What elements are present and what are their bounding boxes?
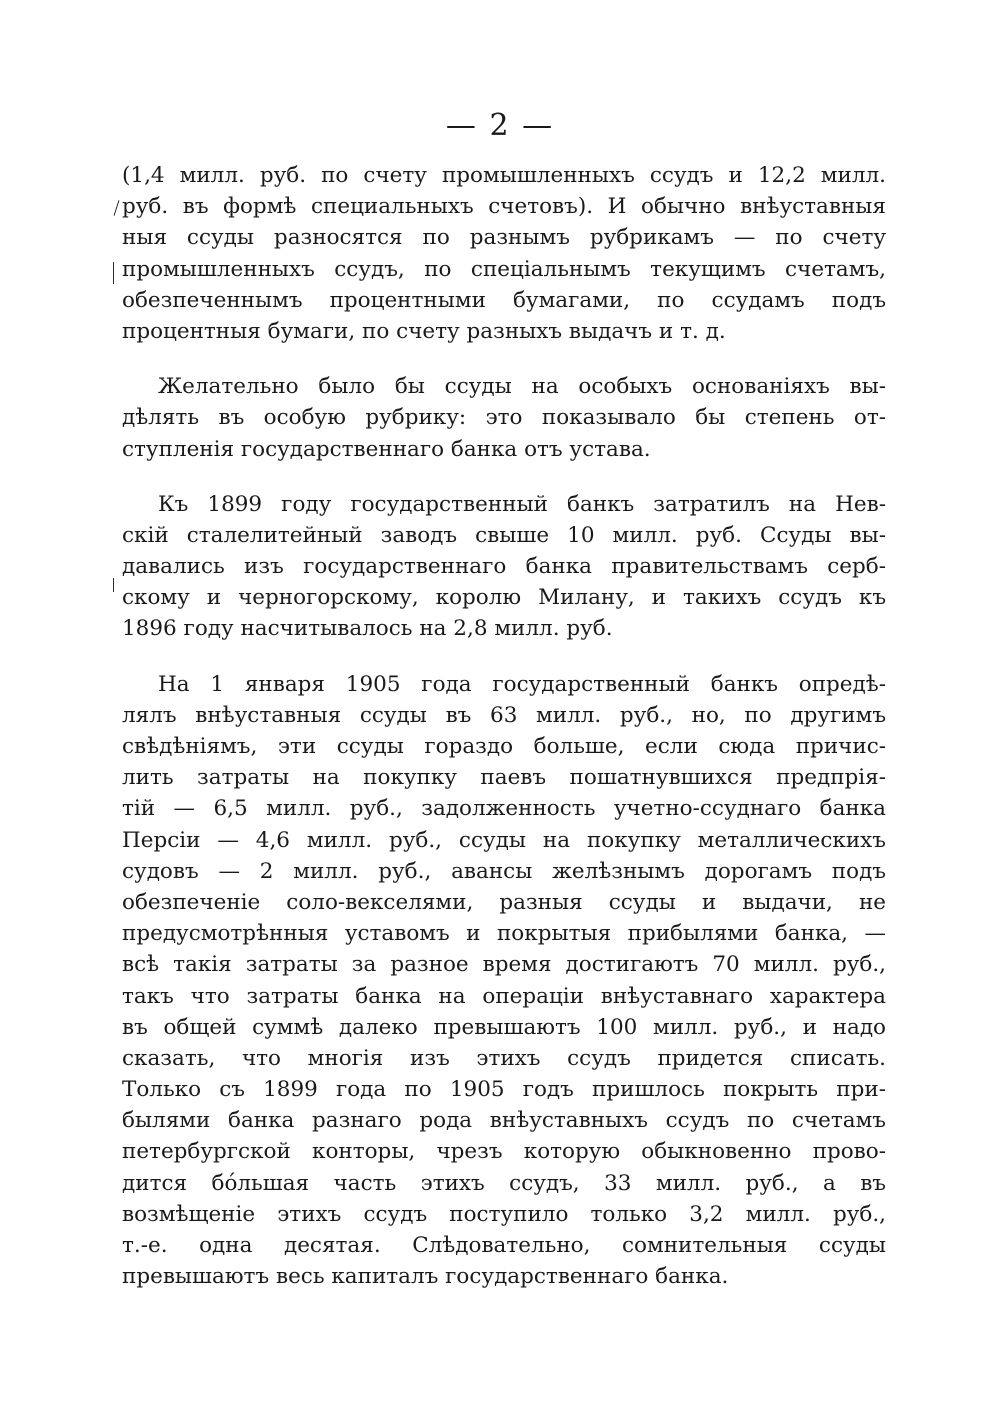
text-line: (1,4 милл. руб. по счету промышленныхъ ссудъ и 12,2 милл. bbox=[122, 163, 886, 188]
text-line: ступленія государственнаго банка отъ устава. bbox=[122, 436, 651, 462]
text-line: петербургской конторы, чрезъ которую обыкновенно прово- bbox=[122, 1139, 886, 1165]
text-line: 1896 году насчитывалось на 2,8 милл. руб. bbox=[122, 616, 613, 642]
margin-mark bbox=[114, 200, 120, 216]
text-line: скій сталелитейный заводъ свыше 10 милл. руб. Ссуды вы- bbox=[122, 522, 886, 548]
text-line: промышленныхъ ссудъ, по спеціальнымъ текущимъ счетамъ, bbox=[122, 256, 886, 282]
paragraph-1 bbox=[122, 160, 886, 347]
text-line: Только съ 1899 года по 1905 годъ пришлось покрыть при- bbox=[122, 1077, 886, 1103]
margin-mark bbox=[113, 578, 114, 592]
text-line: руб. въ формѣ специальныхъ счетовъ). И обычно внѣуставныя bbox=[122, 194, 886, 220]
text-line: лялъ внѣуставныя ссуды въ 63 милл. руб., но, по другимъ bbox=[122, 702, 886, 728]
text-line: возмѣщеніе этихъ ссудъ поступило только 3,2 милл. руб., bbox=[122, 1201, 886, 1227]
text-line: превышаютъ весь капиталъ государственнаго банка. bbox=[122, 1264, 729, 1290]
text-line: Къ 1899 году государственный банкъ затратилъ на Нев- bbox=[158, 491, 886, 517]
text-line: такъ что затраты банка на операціи внѣуставнаго характера bbox=[122, 983, 886, 1009]
text-line: дѣлять въ особую рубрику: это показывало бы степень от- bbox=[122, 405, 886, 431]
text-line: Желательно было бы ссуды на особыхъ основаніяхъ вы- bbox=[158, 374, 886, 400]
text-line: сказать, что многія изъ этихъ ссудъ придется списать. bbox=[122, 1045, 886, 1071]
text-line: тій — 6,5 милл. руб., задолженность учетно-ссуднаго банка bbox=[122, 796, 886, 822]
paragraph-3 bbox=[122, 489, 886, 645]
text-line: обезпеченнымъ процентными бумагами, по ссудамъ подъ bbox=[122, 287, 886, 313]
text-line: ныя ссуды разносятся по разнымъ рубрикамъ — по счету bbox=[122, 225, 886, 251]
text-line: всѣ такія затраты за разное время достигаютъ 70 милл. руб., bbox=[122, 952, 886, 978]
paragraph-2 bbox=[122, 371, 886, 465]
text-line: лить затраты на покупку паевъ пошатнувшихся предпрія- bbox=[122, 765, 886, 791]
page-number: — 2 — bbox=[445, 108, 555, 143]
text-line: предусмотрѣнныя уставомъ и покрытыя прибылями банка, — bbox=[122, 921, 886, 947]
text-line: въ общей суммѣ далеко превышаютъ 100 милл. руб., и надо bbox=[122, 1014, 886, 1040]
paragraph-4 bbox=[122, 669, 886, 1293]
text-line: обезпеченіе соло-векселями, разныя ссуды и выдачи, не bbox=[122, 889, 886, 915]
text-line: былями банка разнаго рода внѣуставныхъ ссудъ по счетамъ bbox=[122, 1108, 886, 1134]
text-line: свѣдѣніямъ, эти ссуды гораздо больше, если сюда причис- bbox=[122, 734, 886, 759]
text-line: скому и черногорскому, королю Милану, и такихъ ссудъ къ bbox=[122, 585, 886, 611]
text-line: судовъ — 2 милл. руб., авансы желѣзнымъ дорогамъ подъ bbox=[122, 858, 886, 884]
text-line: дится бо́льшая часть этихъ ссудъ, 33 милл. руб., а въ bbox=[122, 1170, 886, 1196]
text-line: Персіи — 4,6 милл. руб., ссуды на покупку металлическихъ bbox=[122, 827, 886, 853]
text-line: процентныя бумаги, по счету разныхъ выдачъ и т. д. bbox=[122, 318, 726, 344]
text-line: т.-е. одна десятая. Слѣдовательно, сомнительныя ссуды bbox=[122, 1233, 886, 1258]
text-line: На 1 января 1905 года государственный банкъ опредѣ- bbox=[158, 671, 886, 697]
margin-mark bbox=[113, 262, 114, 284]
text-line: давались изъ государственнаго банка правительствамъ серб- bbox=[122, 554, 886, 580]
body-text bbox=[122, 160, 886, 1316]
